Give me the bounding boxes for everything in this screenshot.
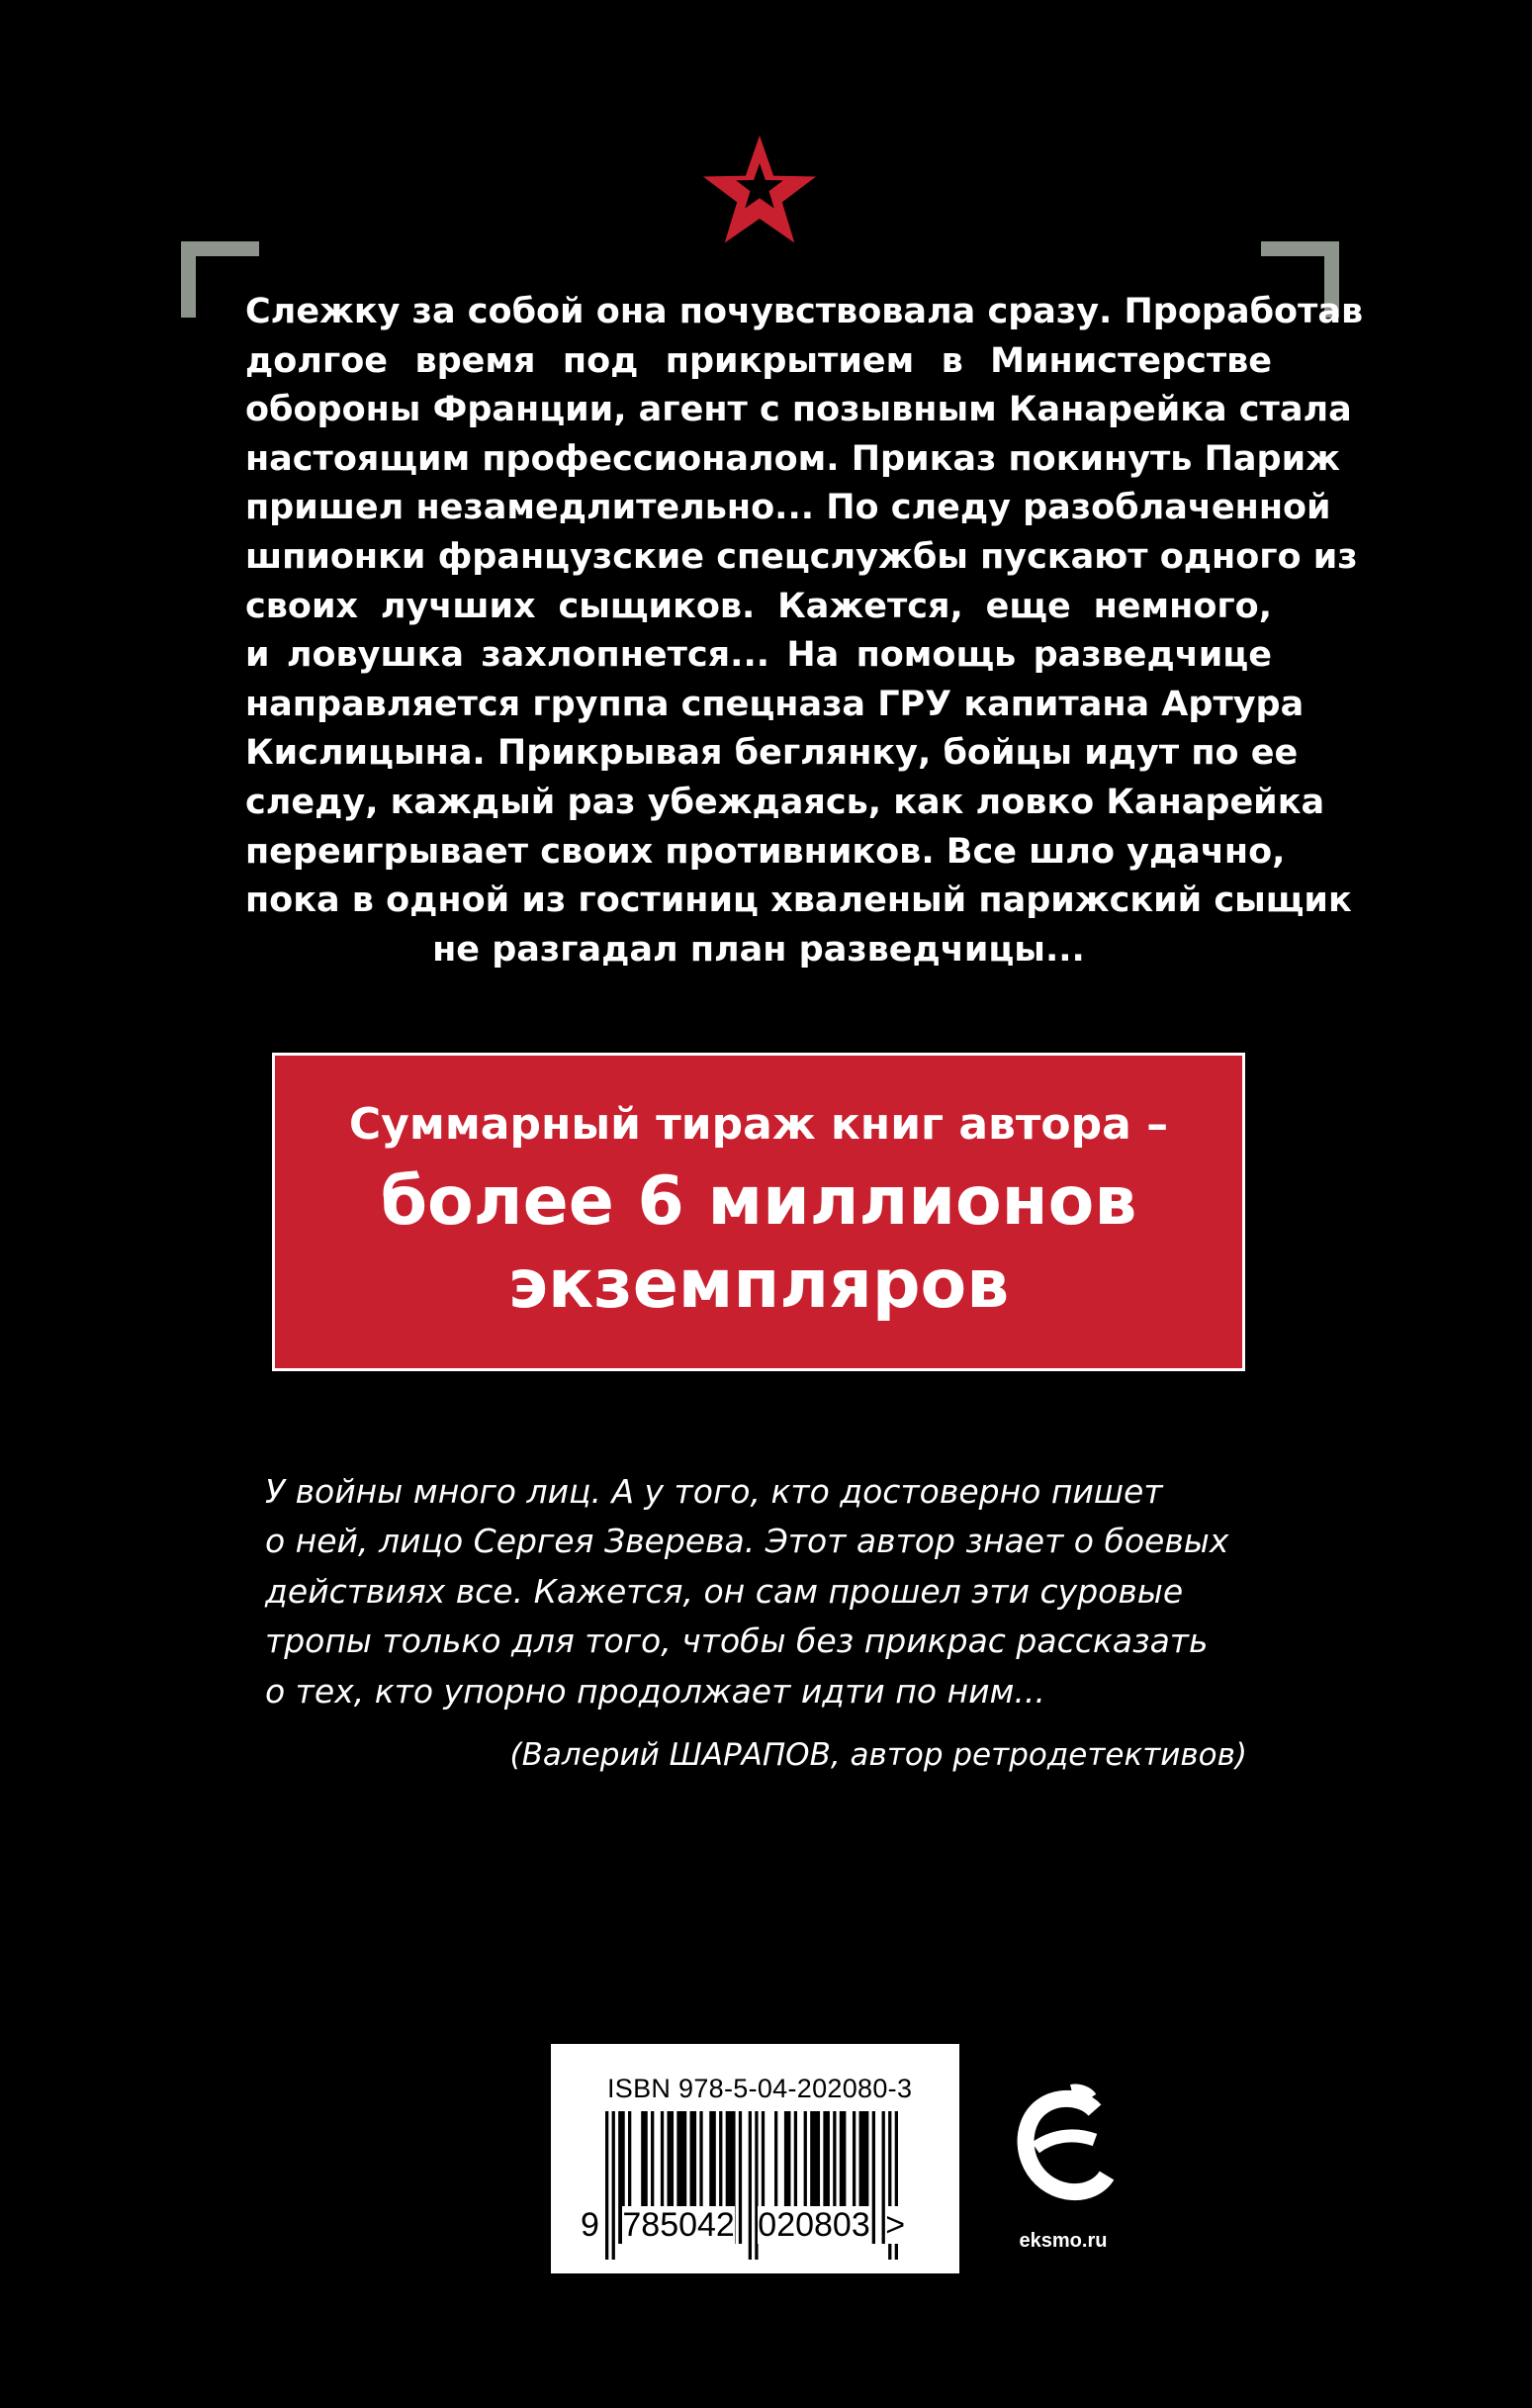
annotation-line: настоящим профессионалом. Приказ покинуть Париж	[245, 438, 1340, 479]
annotation-line: Слежку за собой она почувствовала сразу. Проработав	[245, 292, 1364, 331]
red-star-icon	[698, 134, 821, 256]
annotation-line: шпионки французские спецслужбы пускают одного из	[245, 536, 1358, 577]
isbn-barcode-block	[551, 2044, 959, 2273]
quote-line: тропы только для того, чтобы без прикрас рассказать	[265, 1621, 1209, 1661]
annotation-line: пока в одной из гостиниц хваленый парижский сыщик	[245, 880, 1352, 921]
quote-line: о ней, лицо Сергея Зверева. Этот автор знает о боевых	[265, 1522, 1229, 1561]
isbn-end-mark: >	[885, 2206, 906, 2244]
quote-line: действиях все. Кажется, он сам прошел эти суровые	[265, 1571, 1184, 1611]
annotation-line: обороны Франции, агент с позывным Канарейка стала	[245, 390, 1352, 430]
isbn-label: ISBN 978-5-04-202080-3	[607, 2074, 913, 2103]
publisher-site: eksmo.ru	[1019, 2230, 1108, 2252]
eksmo-logo-icon	[1012, 2083, 1115, 2215]
circulation-banner	[272, 1053, 1245, 1371]
annotation-line: переигрывает своих противников. Все шло удачно,	[245, 831, 1286, 872]
annotation-line: своих лучших сыщиков. Кажется, еще немного,	[245, 586, 1272, 626]
annotation-line: не разгадал план разведчицы...	[432, 929, 1085, 970]
circulation-banner-line1: Суммарный тираж книг автора –	[348, 1099, 1169, 1150]
isbn-digit-group-2: 020803	[758, 2206, 870, 2244]
review-quote	[265, 1467, 1264, 1716]
annotation-line: и ловушка захлопнется... На помощь разведчице	[245, 635, 1272, 676]
annotation-line: Кислицына. Прикрывая беглянку, бойцы идут по ее	[245, 733, 1299, 774]
annotation-line: долгое время под прикрытием в Министерстве	[245, 340, 1272, 381]
quote-line: о тех, кто упорно продолжает идти по ним...	[265, 1671, 1045, 1711]
annotation-line: следу, каждый раз убеждаясь, как ловко Канарейка	[245, 782, 1325, 822]
annotation-line: пришел незамедлительно... По следу разоблаченной	[245, 488, 1331, 528]
isbn-digits	[581, 2206, 946, 2245]
circulation-banner-line3: экземпляров	[507, 1246, 1010, 1324]
quote-attribution: (Валерий ШАРАПОВ, автор ретродетективов)	[509, 1737, 1247, 1773]
book-annotation	[245, 288, 1364, 974]
isbn-first-digit: 9	[581, 2206, 599, 2244]
annotation-line: направляется группа спецназа ГРУ капитана Артура	[245, 684, 1305, 724]
circulation-banner-line2: более 6 миллионов	[380, 1162, 1137, 1241]
quote-line: У войны много лиц. А у того, кто достоверно пишет	[265, 1472, 1163, 1511]
isbn-digit-group-1: 785042	[622, 2206, 735, 2244]
